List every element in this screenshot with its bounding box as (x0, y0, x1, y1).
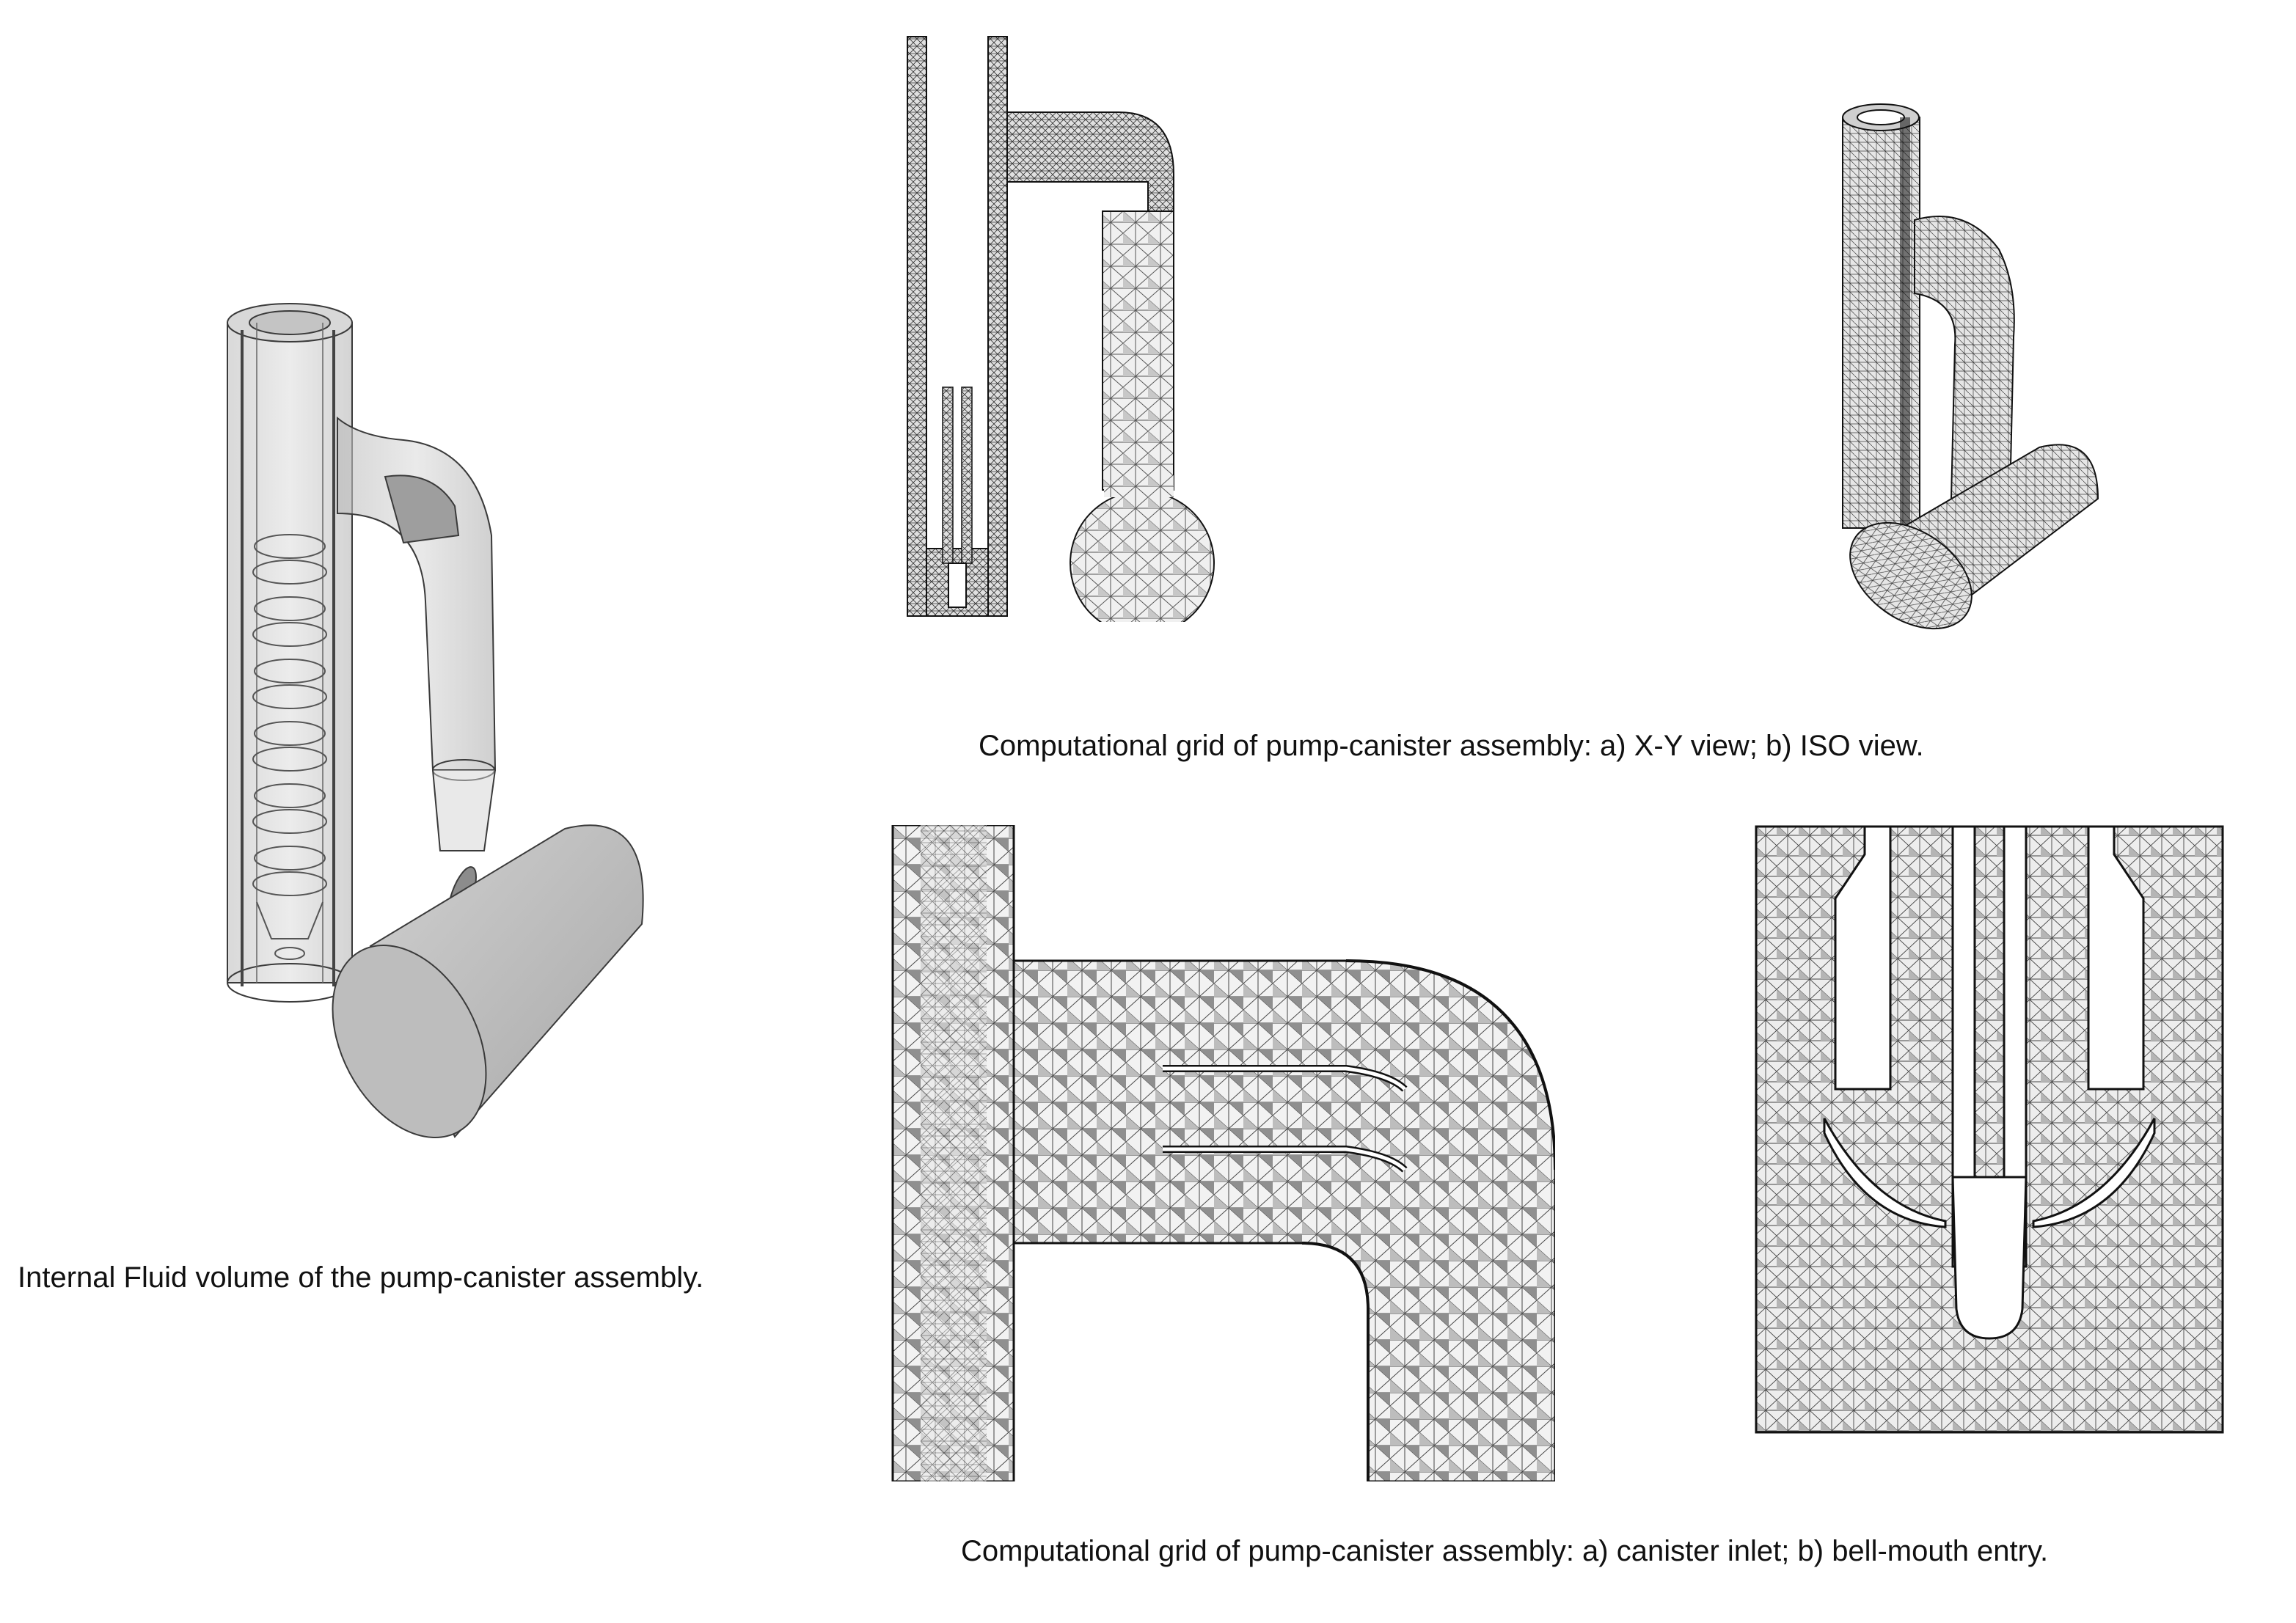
discharge-pipe (337, 418, 495, 926)
canister-column (227, 304, 352, 1002)
xy-discharge (1007, 112, 1214, 622)
caption-grid-views: Computational grid of pump-canister assembly: a) X-Y view; b) ISO view. (979, 730, 1924, 762)
inlet-vertical-pipe (893, 825, 1014, 1481)
mesh-bell-mouth (1755, 825, 2224, 1434)
iso-canister (1843, 104, 1920, 528)
fluid-volume-render (213, 293, 682, 1173)
xy-canister (907, 37, 1007, 616)
caption-grid-details: Computational grid of pump-canister assembly: a) canister inlet; b) bell-mouth entry. (961, 1535, 2049, 1567)
mesh-xy-view (899, 35, 1229, 622)
mesh-iso-view (1819, 103, 2127, 645)
iso-discharge (1915, 216, 2014, 499)
inlet-elbow (1014, 961, 1555, 1481)
caption-fluid-volume: Internal Fluid volume of the pump-canister assembly. (18, 1261, 704, 1294)
mesh-canister-inlet (891, 825, 1555, 1481)
